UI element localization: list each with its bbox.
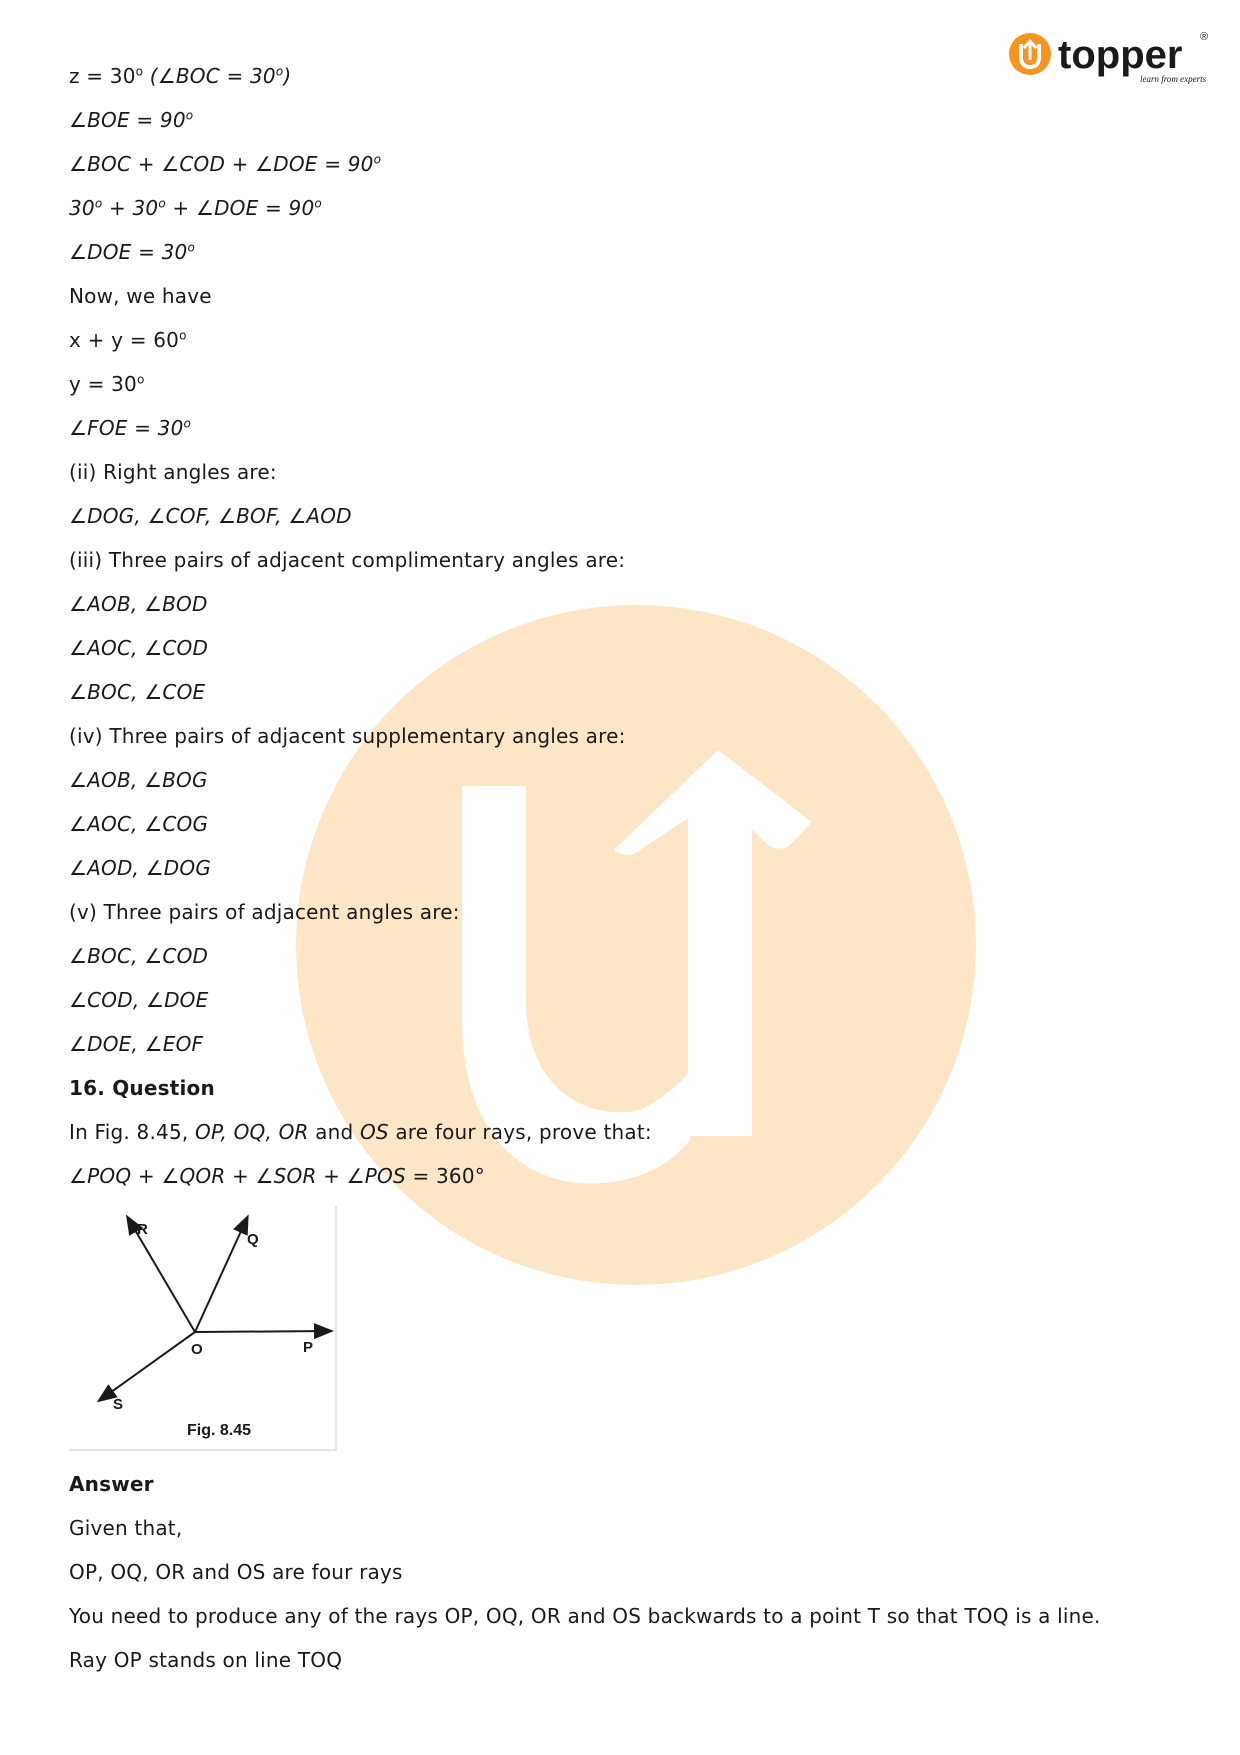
line-adj-1: ∠BOC, ∠COD — [69, 944, 209, 968]
heading-right-angles: (ii) Right angles are: — [69, 460, 277, 484]
logo-text: topper — [1058, 33, 1183, 77]
figure-8-45 — [69, 1206, 339, 1452]
line-comp-3: ∠BOC, ∠COE — [69, 680, 206, 704]
ray-os — [100, 1332, 195, 1400]
line-x-plus-y: $x + y = 60^o$ — [69, 328, 187, 352]
label-s: S — [113, 1396, 124, 1413]
answer-four-rays: OP, OQ, OR and OS are four rays — [69, 1560, 403, 1584]
line-doe: ∠DOE = $30^o$ — [69, 240, 195, 264]
line-supp-2: ∠AOC, ∠COG — [69, 812, 209, 836]
heading-complimentary: (iii) Three pairs of adjacent complimentary angles are: — [69, 548, 626, 572]
line-z-value: $z = 30^o$ (∠BOC = $30^o$) — [69, 64, 292, 88]
brand-logo[interactable] — [1008, 28, 1208, 88]
line-boe: ∠BOE = $90^o$ — [69, 108, 194, 132]
heading-supplementary: (iv) Three pairs of adjacent supplementary angles are: — [69, 724, 626, 748]
line-right-angles-list: ∠DOG, ∠COF, ∠BOF, ∠AOD — [69, 504, 352, 528]
line-substitution: $30^o + 30^o$ + ∠DOE = $90^o$ — [69, 196, 322, 220]
line-sum-angles: ∠BOC + ∠COD + ∠DOE = $90^o$ — [69, 152, 382, 176]
question-heading: 16. Question — [69, 1076, 215, 1100]
answer-ray-op: Ray OP stands on line TOQ — [69, 1648, 343, 1672]
line-supp-3: ∠AOD, ∠DOG — [69, 856, 212, 880]
line-y-value: $y = 30^o$ — [69, 372, 145, 396]
line-foe: ∠FOE = $30^o$ — [69, 416, 192, 440]
heading-adjacent: (v) Three pairs of adjacent angles are: — [69, 900, 460, 924]
line-adj-2: ∠COD, ∠DOE — [69, 988, 209, 1012]
line-comp-1: ∠AOB, ∠BOD — [69, 592, 208, 616]
ray-op — [195, 1331, 330, 1332]
answer-produce-rays: You need to produce any of the rays OP, OQ, OR and OS backwards to a point T so that TOQ is a line. — [69, 1604, 1101, 1628]
label-p: P — [303, 1339, 314, 1356]
question-text: In Fig. 8.45, OP, OQ, OR and OS are four rays, prove that: — [69, 1120, 652, 1144]
line-comp-2: ∠AOC, ∠COD — [69, 636, 209, 660]
ray-oq — [195, 1218, 247, 1332]
statement-to-prove: ∠POQ + ∠QOR + ∠SOR + ∠POS = 360° — [69, 1164, 485, 1188]
label-o: O — [191, 1341, 203, 1358]
logo-tagline: learn from experts — [1140, 74, 1207, 84]
answer-heading: Answer — [69, 1472, 154, 1496]
line-adj-3: ∠DOE, ∠EOF — [69, 1032, 204, 1056]
answer-given: Given that, — [69, 1516, 183, 1540]
line-now-we-have: Now, we have — [69, 284, 212, 308]
line-supp-1: ∠AOB, ∠BOG — [69, 768, 208, 792]
label-r: R — [137, 1221, 148, 1238]
registered-mark: ® — [1200, 31, 1208, 43]
document-body — [69, 54, 1189, 1682]
label-q: Q — [247, 1231, 259, 1248]
figure-caption: Fig. 8.45 — [187, 1422, 252, 1439]
